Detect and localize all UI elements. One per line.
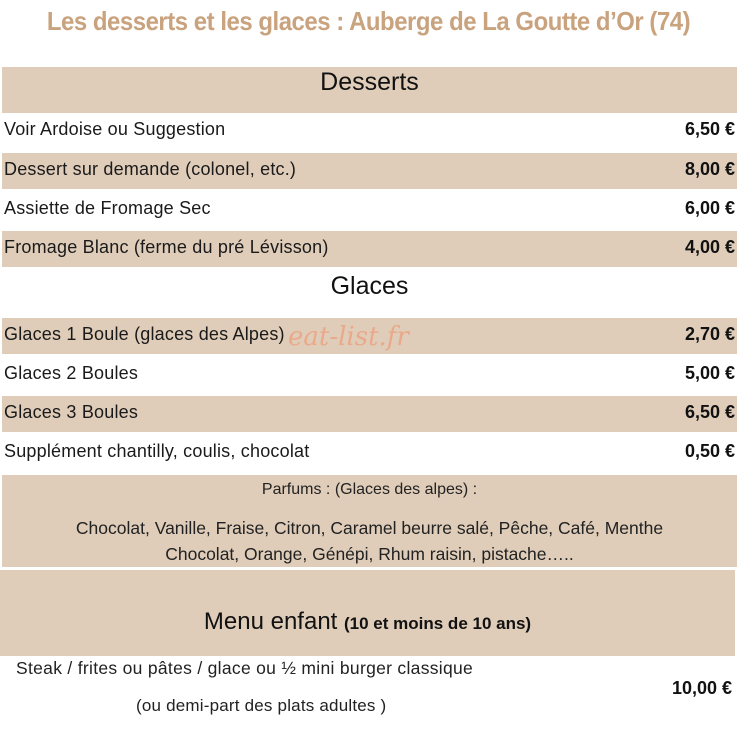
item-label: Supplément chantilly, coulis, chocolat [4, 441, 310, 461]
item-price: 4,00 € [684, 237, 735, 257]
menu-enfant-description: Steak / frites ou pâtes / glace ou ½ mini burger classique [16, 658, 474, 678]
page-title: Les desserts et les glaces : Auberge de La Goutte d’Or (74) [46, 6, 691, 36]
glace-row [2, 435, 737, 471]
parfums-box [2, 475, 737, 567]
menu-enfant-note: (ou demi-part des plats adultes ) [136, 696, 387, 715]
dessert-row [2, 153, 737, 189]
dessert-row [2, 192, 737, 228]
item-price: 2,70 € [684, 324, 735, 344]
item-price: 5,00 € [684, 363, 735, 383]
watermark: eat-list.fr [288, 322, 409, 352]
item-label: Fromage Blanc (ferme du pré Lévisson) [4, 237, 329, 257]
item-price: 6,50 € [684, 402, 735, 422]
parfums-line: Chocolat, Vanille, Fraise, Citron, Caramel beurre salé, Pêche, Café, Menthe [75, 518, 664, 538]
parfums-list [2, 515, 737, 567]
glace-row [2, 357, 737, 393]
item-price: 6,00 € [684, 198, 735, 218]
menu-enfant-box [0, 570, 735, 656]
item-label: Voir Ardoise ou Suggestion [4, 119, 226, 139]
glace-row [2, 396, 737, 432]
desserts-heading: Desserts [320, 68, 419, 96]
item-price: 6,50 € [684, 119, 735, 139]
menu-enfant-age: (10 et moins de 10 ans) [344, 614, 532, 633]
item-label: Dessert sur demande (colonel, etc.) [4, 159, 297, 179]
item-label: Glaces 1 Boule (glaces des Alpes) [4, 324, 285, 344]
glaces-heading: Glaces [330, 272, 409, 300]
menu-enfant-title: Menu enfant [203, 608, 338, 635]
item-price: 0,50 € [684, 441, 735, 461]
item-label: Glaces 3 Boules [4, 402, 139, 422]
menu-enfant-heading [0, 608, 735, 636]
parfums-line: Chocolat, Orange, Génépi, Rhum raisin, pistache….. [165, 544, 574, 564]
item-label: Glaces 2 Boules [4, 363, 139, 383]
item-label: Assiette de Fromage Sec [4, 198, 211, 218]
parfums-title: Parfums : (Glaces des alpes) : [261, 481, 478, 498]
dessert-row [2, 231, 737, 267]
dessert-row [2, 113, 737, 149]
item-price: 8,00 € [684, 159, 735, 179]
menu-enfant-price: 10,00 € [671, 678, 732, 698]
